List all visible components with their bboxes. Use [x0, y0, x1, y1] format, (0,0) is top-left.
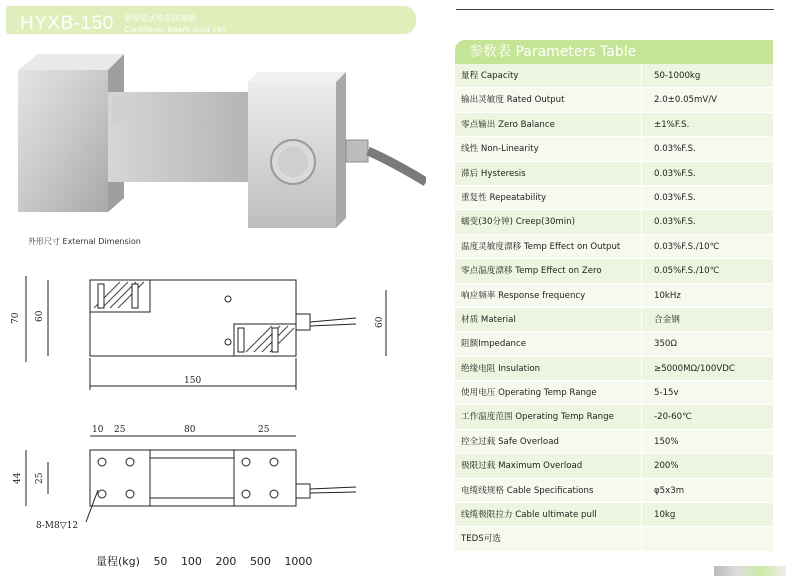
dim-60-right: 60	[375, 316, 385, 328]
param-label: 输出灵敏度 Rated Output	[455, 88, 641, 111]
dimension-drawings	[6, 266, 426, 576]
param-value: 0.03%F.S.	[641, 137, 773, 160]
table-row	[455, 210, 773, 234]
param-label: 线缆极限拉力 Cable ultimate pull	[455, 503, 641, 526]
param-label: 绝缘电阻 Insulation	[455, 357, 641, 380]
table-row	[455, 284, 773, 308]
param-label: 蠕变(30分钟) Creep(30min)	[455, 210, 641, 233]
table-row	[455, 527, 773, 551]
param-label: 材质 Material	[455, 308, 641, 331]
param-value: 5-15v	[641, 381, 773, 404]
param-value: 合金钢	[641, 308, 773, 331]
decorative-strip	[714, 566, 786, 576]
capacity-label: 量程(kg)	[96, 555, 140, 568]
table-row	[455, 308, 773, 332]
dim-25-left: 25	[114, 425, 126, 435]
table-row	[455, 162, 773, 186]
title-bar	[6, 6, 416, 34]
param-label: 零点温度漂移 Temp Effect on Zero	[455, 259, 641, 282]
capacity-value: 200	[215, 555, 237, 568]
param-label: 响应频率 Response frequency	[455, 284, 641, 307]
param-value: 2.0±0.05mV/V	[641, 88, 773, 111]
param-label: 量程 Capacity	[455, 64, 641, 87]
param-label: 工作温度范围 Operating Temp Range	[455, 405, 641, 428]
dim-25-vertical: 25	[35, 472, 45, 484]
model-name: HYXB-150	[20, 13, 114, 34]
table-row	[455, 259, 773, 283]
dim-150: 150	[184, 376, 202, 386]
capacity-value: 1000	[284, 555, 313, 568]
param-label: 使用电压 Operating Temp Range	[455, 381, 641, 404]
table-row	[455, 357, 773, 381]
param-label: 重复性 Repeatability	[455, 186, 641, 209]
param-value: 10kHz	[641, 284, 773, 307]
param-value: 0.03%F.S.	[641, 186, 773, 209]
product-photo	[8, 52, 426, 234]
param-value: 0.03%F.S./10℃	[641, 235, 773, 258]
param-label: 阻额Impedance	[455, 332, 641, 355]
table-row	[455, 405, 773, 429]
param-value: 50-1000kg	[641, 64, 773, 87]
table-row	[455, 430, 773, 454]
table-row	[455, 235, 773, 259]
capacity-value: 100	[180, 555, 202, 568]
param-value: 150%	[641, 430, 773, 453]
param-label: 零点输出 Zero Balance	[455, 113, 641, 136]
param-value: 200%	[641, 454, 773, 477]
capacity-value: 500	[249, 555, 271, 568]
param-value: 0.05%F.S./10℃	[641, 259, 773, 282]
capacity-row	[96, 553, 322, 569]
external-dimension-caption: 外形尺寸 External Dimension	[28, 237, 141, 246]
param-value: -20-60℃	[641, 405, 773, 428]
dim-44: 44	[13, 472, 23, 484]
table-header: 参数表 Parameters Table	[455, 40, 773, 64]
table-row	[455, 332, 773, 356]
dim-60-left: 60	[35, 310, 45, 322]
top-divider	[456, 9, 774, 10]
param-label: 线性 Non-Linearity	[455, 137, 641, 160]
param-value: ≥5000MΩ/100VDC	[641, 357, 773, 380]
table-row	[455, 503, 773, 527]
title-chinese: 悬臂梁式称重传感器	[124, 14, 196, 23]
param-label: 滞后 Hysteresis	[455, 162, 641, 185]
table-row	[455, 64, 773, 88]
dim-25-right: 25	[258, 425, 270, 435]
param-value: ±1%F.S.	[641, 113, 773, 136]
param-label: 电缆线规格 Cable Specifications	[455, 479, 641, 502]
table-row	[455, 113, 773, 137]
param-value	[641, 527, 773, 550]
table-row	[455, 186, 773, 210]
dim-10: 10	[92, 425, 104, 435]
param-value: 350Ω	[641, 332, 773, 355]
param-value: 0.03%F.S.	[641, 162, 773, 185]
param-label: 控全过载 Safe Overload	[455, 430, 641, 453]
param-value: 0.03%F.S.	[641, 210, 773, 233]
table-row	[455, 454, 773, 478]
table-row	[455, 381, 773, 405]
param-label: 极限过载 Maximum Overload	[455, 454, 641, 477]
dim-80: 80	[184, 425, 196, 435]
table-row	[455, 137, 773, 161]
param-value: φ5x3m	[641, 479, 773, 502]
table-row	[455, 88, 773, 112]
thread-note: 8-M8▽12	[36, 521, 79, 531]
param-label: TEDS可选	[455, 527, 641, 550]
param-label: 温度灵敏度漂移 Temp Effect on Output	[455, 235, 641, 258]
param-value: 10kg	[641, 503, 773, 526]
capacity-value: 50	[153, 555, 168, 568]
table-row	[455, 479, 773, 503]
parameters-table	[455, 40, 773, 552]
dim-70: 70	[11, 312, 21, 324]
title-english: Cantilever beam load cell	[124, 25, 227, 34]
